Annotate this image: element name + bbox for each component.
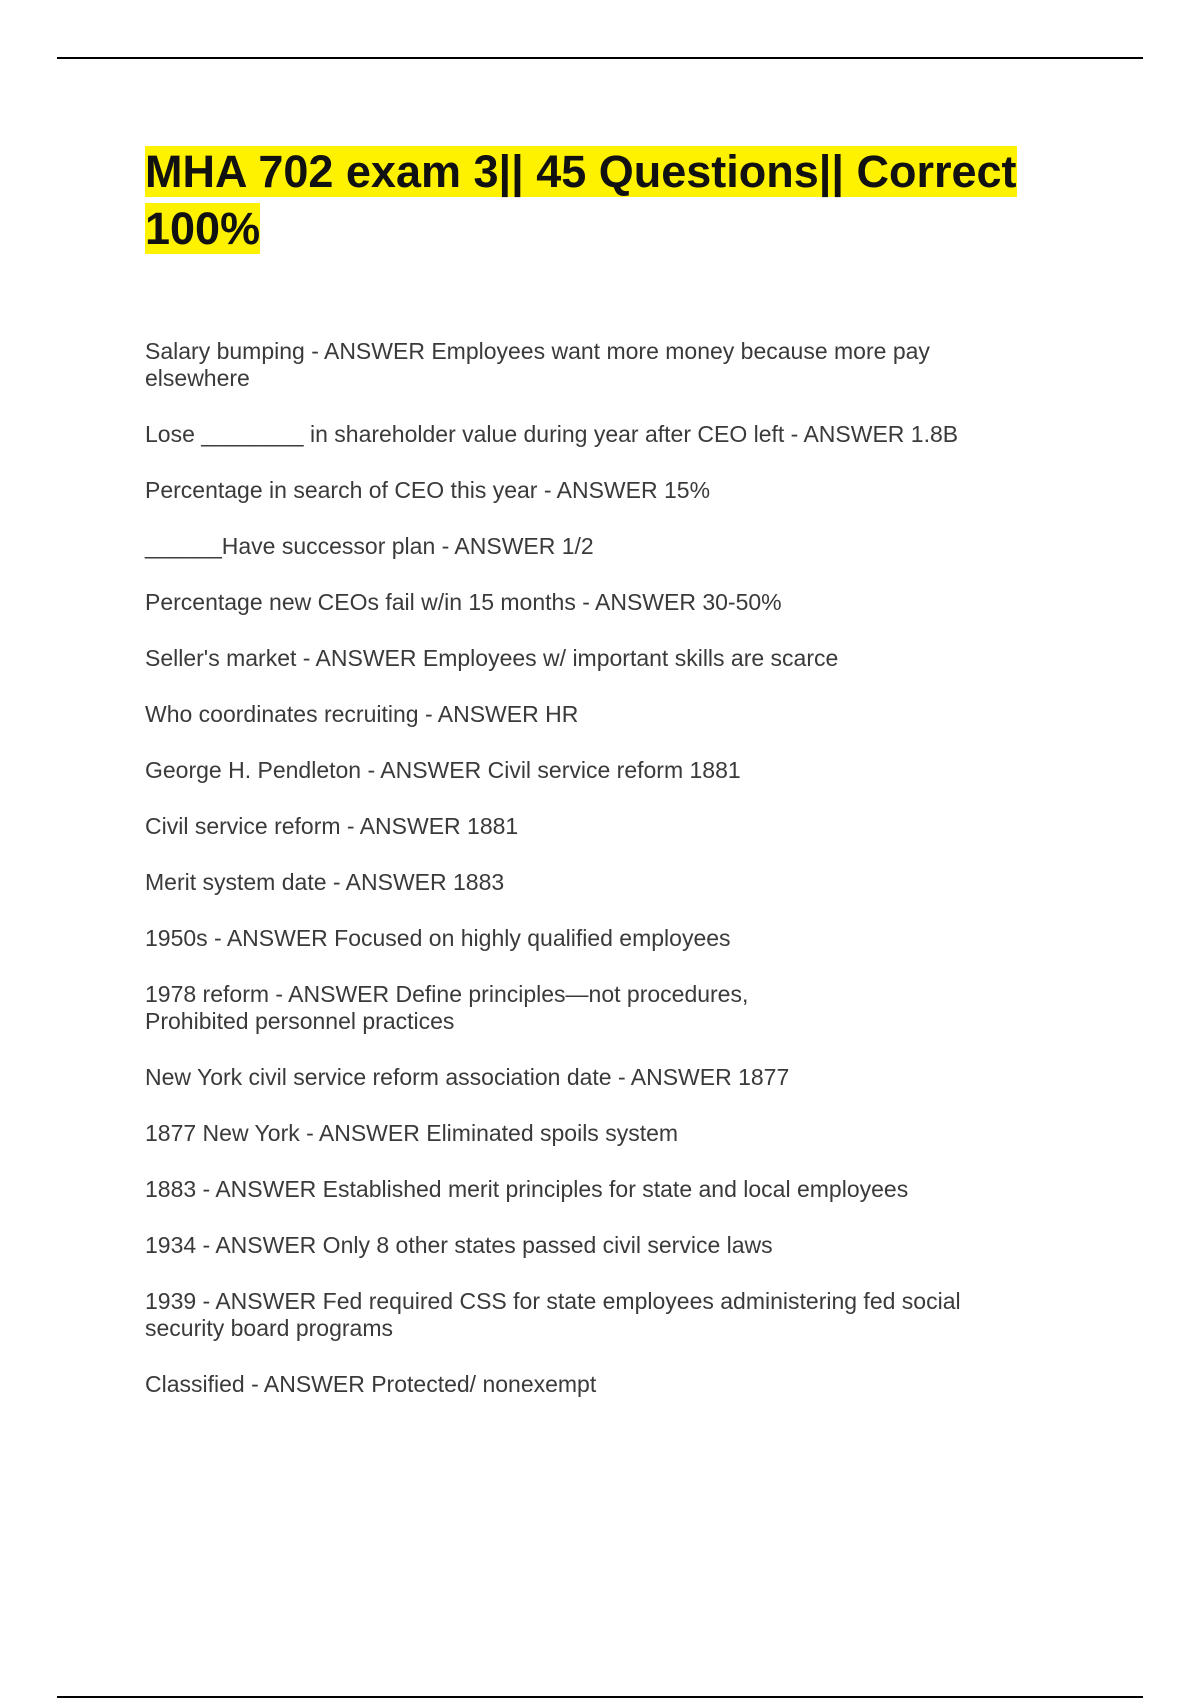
qa-list (145, 338, 1075, 1427)
qa-item: Classified - ANSWER Protected/ nonexempt (145, 1371, 597, 1397)
qa-item: 1950s - ANSWER Focused on highly qualified employees (145, 925, 731, 951)
qa-item: 1978 reform - ANSWER Define principles—not procedures, Prohibited personnel practices (145, 981, 749, 1034)
qa-item: George H. Pendleton - ANSWER Civil service reform 1881 (145, 757, 741, 783)
qa-item: Percentage new CEOs fail w/in 15 months - ANSWER 30-50% (145, 589, 782, 615)
qa-item: 1883 - ANSWER Established merit principles for state and local employees (145, 1176, 909, 1202)
qa-item: ______Have successor plan - ANSWER 1/2 (145, 533, 594, 559)
qa-item: Seller's market - ANSWER Employees w/ important skills are scarce (145, 645, 839, 671)
qa-item: 1939 - ANSWER Fed required CSS for state employees administering fed social security board programs (145, 1288, 961, 1341)
qa-item: Merit system date - ANSWER 1883 (145, 869, 505, 895)
qa-item: Percentage in search of CEO this year - ANSWER 15% (145, 477, 711, 503)
header-rule (57, 57, 1143, 59)
title-block (145, 143, 1090, 257)
document-title-text: MHA 702 exam 3|| 45 Questions|| Correct 100% (145, 146, 1017, 254)
qa-item: Who coordinates recruiting - ANSWER HR (145, 701, 579, 727)
footer-rule (57, 1696, 1143, 1698)
qa-item: Lose ________ in shareholder value during year after CEO left - ANSWER 1.8B (145, 421, 959, 447)
qa-item: Salary bumping - ANSWER Employees want more money because more pay elsewhere (145, 338, 930, 391)
document-title (145, 143, 1090, 257)
qa-item: 1877 New York - ANSWER Eliminated spoils system (145, 1120, 679, 1146)
qa-item: New York civil service reform association date - ANSWER 1877 (145, 1064, 790, 1090)
qa-item: Civil service reform - ANSWER 1881 (145, 813, 519, 839)
qa-item: 1934 - ANSWER Only 8 other states passed civil service laws (145, 1232, 773, 1258)
